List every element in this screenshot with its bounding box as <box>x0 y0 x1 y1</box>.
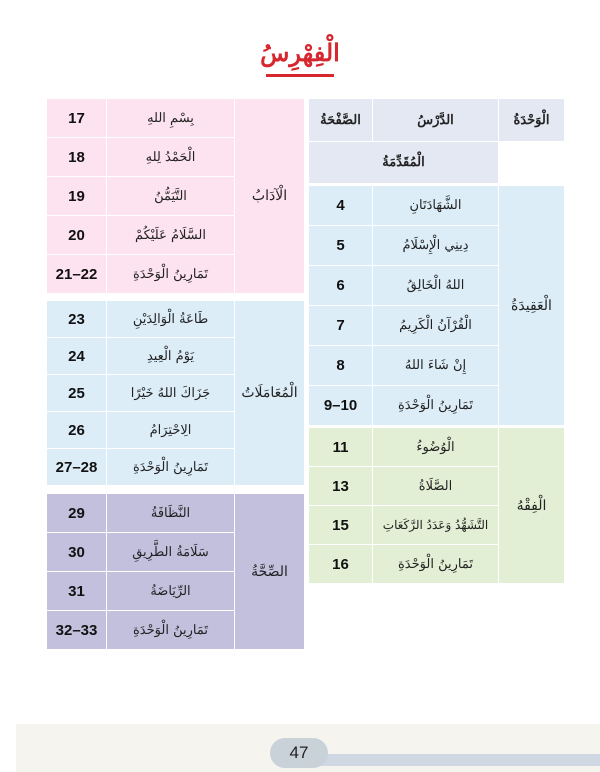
page-number: 20 <box>47 216 107 255</box>
unit-header: الْوَحْدَةُ <box>499 99 565 142</box>
page-number: 23 <box>47 301 107 338</box>
lesson-link[interactable]: الْوُضُوءُ <box>373 428 499 467</box>
unit-adab-table <box>46 98 305 294</box>
page-number: 24 <box>47 338 107 375</box>
lesson-link[interactable]: طَاعَةُ الْوَالِدَيْنِ <box>107 301 235 338</box>
page-title: الْفِهْرِسُ <box>260 38 340 67</box>
lesson-link[interactable]: الْحَمْدُ لِلهِ <box>107 138 235 177</box>
lesson-link[interactable]: الْقُرْآنُ الْكَرِيمُ <box>373 306 499 346</box>
page-number: 22–21 <box>47 255 107 294</box>
lesson-link[interactable]: الِاحْتِرَامُ <box>107 412 235 449</box>
unit-siha-table <box>46 493 305 650</box>
page-number: 19 <box>47 177 107 216</box>
page-number: 31 <box>47 572 107 611</box>
unit-name: الْعَقِيدَةُ <box>499 186 565 426</box>
page-number: 5 <box>309 226 373 266</box>
page-number: 16 <box>309 545 373 584</box>
lesson-link[interactable]: تَمَارِينُ الْوَحْدَةِ <box>107 255 235 294</box>
lesson-link[interactable]: التَّيَمُّنُ <box>107 177 235 216</box>
title-underline <box>266 74 334 77</box>
page-number: 11 <box>309 428 373 467</box>
page-number: 4 <box>309 186 373 226</box>
lesson-link[interactable]: جَزَاكَ اللهُ خَيْرًا <box>107 375 235 412</box>
page-number-badge: 47 <box>270 738 328 768</box>
page-number: 29 <box>47 494 107 533</box>
unit-name: الْفِقْهُ <box>499 428 565 584</box>
lesson-link[interactable]: يَوْمُ الْعِيدِ <box>107 338 235 375</box>
page-header: الصَّفْحَةُ <box>309 99 373 142</box>
lesson-link[interactable]: بِسْمِ اللهِ <box>107 99 235 138</box>
unit-name: الْمُعَامَلَاتُ <box>235 301 305 486</box>
page-number: 10–9 <box>309 386 373 426</box>
lesson-link[interactable]: تَمَارِينُ الْوَحْدَةِ <box>373 386 499 426</box>
page-number: 13 <box>309 467 373 506</box>
lesson-link[interactable]: تَمَارِينُ الْوَحْدَةِ <box>107 449 235 486</box>
lesson-link[interactable]: سَلَامَةُ الطَّرِيقِ <box>107 533 235 572</box>
page-number: 33–32 <box>47 611 107 650</box>
page-number: 6 <box>309 266 373 306</box>
page-number: 25 <box>47 375 107 412</box>
page-number: 30 <box>47 533 107 572</box>
lesson-link[interactable]: التَّشَهُّدُ وَعَدَدُ الرَّكَعَاتِ <box>373 506 499 545</box>
lesson-link[interactable]: السَّلَامُ عَلَيْكُمْ <box>107 216 235 255</box>
page-number: 15 <box>309 506 373 545</box>
unit-name: الصِّحَّةُ <box>235 494 305 650</box>
intro-row: الْمُقَدِّمَةُ <box>309 142 499 184</box>
header-table <box>308 98 565 184</box>
unit-fiqh-table <box>308 427 565 584</box>
unit-muamalat-table <box>46 300 305 486</box>
page-number: 28–27 <box>47 449 107 486</box>
unit-name: الْآدَابُ <box>235 99 305 294</box>
lesson-link[interactable]: دِينِي الْإِسْلَامُ <box>373 226 499 266</box>
page-number: 26 <box>47 412 107 449</box>
page-number: 18 <box>47 138 107 177</box>
lesson-link[interactable]: إِنْ شَاءَ اللهُ <box>373 346 499 386</box>
lesson-link[interactable]: الرِّيَاضَةُ <box>107 572 235 611</box>
intro-spacer <box>499 142 565 184</box>
lesson-link[interactable]: اللهُ الْخَالِقُ <box>373 266 499 306</box>
footer-bar <box>300 754 600 766</box>
page-number: 17 <box>47 99 107 138</box>
page-number: 7 <box>309 306 373 346</box>
lesson-link[interactable]: النَّظَافَةُ <box>107 494 235 533</box>
lesson-link[interactable]: الشَّهَادَتَانِ <box>373 186 499 226</box>
lesson-link[interactable]: تَمَارِينُ الْوَحْدَةِ <box>373 545 499 584</box>
lesson-header: الدَّرْسُ <box>373 99 499 142</box>
lesson-link[interactable]: تَمَارِينُ الْوَحْدَةِ <box>107 611 235 650</box>
unit-aqida-table <box>308 185 565 426</box>
lesson-link[interactable]: الصَّلَاةُ <box>373 467 499 506</box>
page-number: 8 <box>309 346 373 386</box>
